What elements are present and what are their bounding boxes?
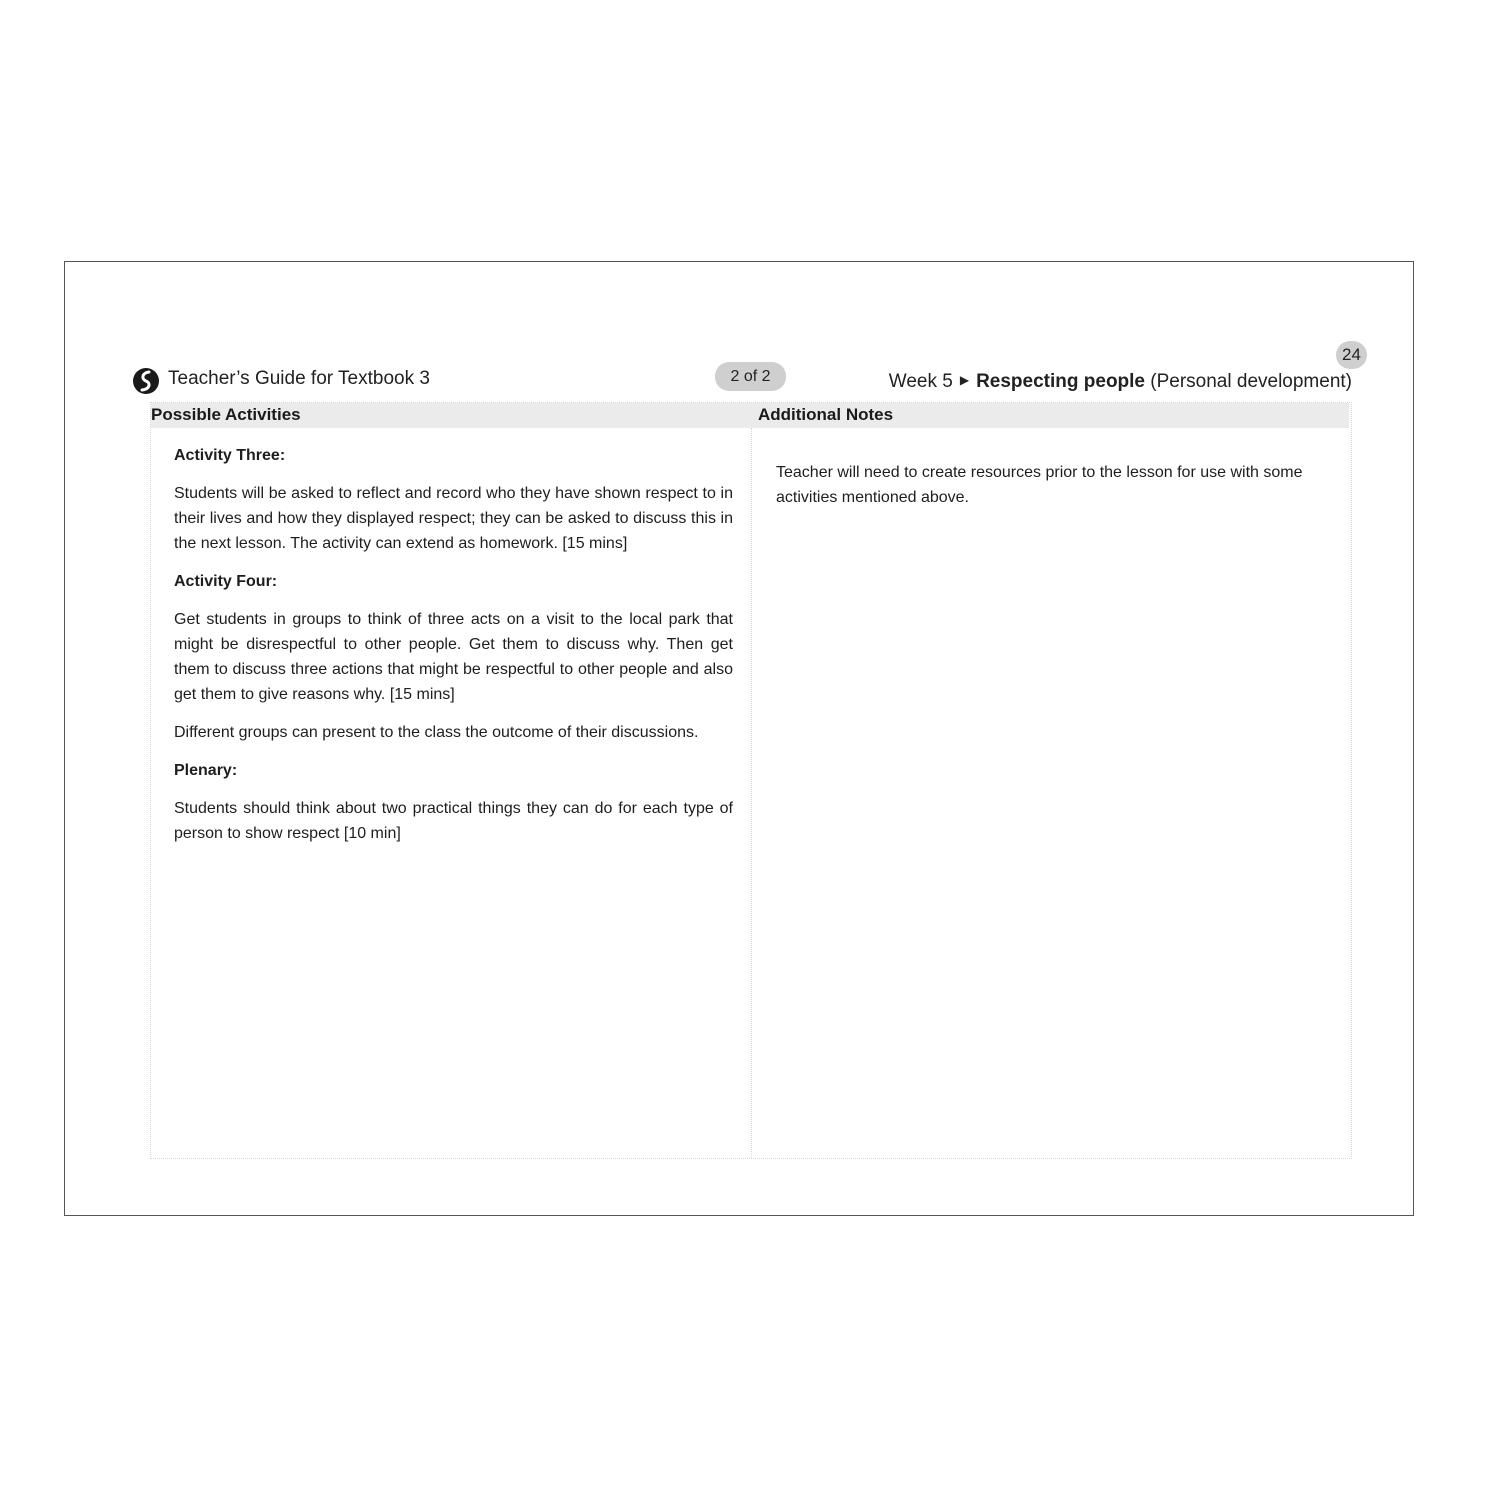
activity-three-heading: Activity Three:: [174, 447, 286, 464]
lesson-table: [150, 402, 1352, 1159]
activities-column: [174, 443, 733, 859]
lesson-category: (Personal development): [1150, 371, 1352, 392]
plenary-text: Students should think about two practical things they can do for each type of person to show respect [10 min]: [174, 800, 733, 842]
activity-four-followup: Different groups can present to the class the outcome of their discussions.: [174, 724, 699, 741]
table-header-bar: [151, 403, 1349, 428]
page-number: 24: [1336, 341, 1367, 369]
activity-four-heading: Activity Four:: [174, 573, 278, 590]
activity-three-text: Students will be asked to reflect and record who they have shown respect to in their lives and how they displayed respect; they can be asked to discuss this in the next lesson. The activity can extend as homework. [15 mins]: [174, 485, 733, 552]
triangle-right-icon: ▶: [959, 372, 970, 387]
note-text: Teacher will need to create resources prior to the lesson for use with some activities mentioned above.: [776, 464, 1303, 506]
publisher-logo-icon: [132, 367, 160, 395]
activity-four-text: Get students in groups to think of three acts on a visit to the local park that might be disrespectful to other people. Get them to discuss why. Then get them to discuss three actions that might be respectful to other people and also get them to give reasons why. [15 mins]: [174, 611, 733, 703]
notes-column: [776, 460, 1321, 510]
guide-title: Teacher’s Guide for Textbook 3: [168, 368, 430, 389]
page-indicator: 2 of 2: [715, 362, 786, 391]
week-label: Week 5: [888, 371, 953, 392]
column-divider: [751, 428, 752, 1158]
possible-activities-header: Possible Activities: [151, 405, 301, 424]
lesson-topic: Respecting people: [976, 371, 1145, 392]
lesson-heading: [889, 371, 1352, 393]
additional-notes-header: Additional Notes: [758, 405, 894, 424]
plenary-heading: Plenary:: [174, 762, 238, 779]
